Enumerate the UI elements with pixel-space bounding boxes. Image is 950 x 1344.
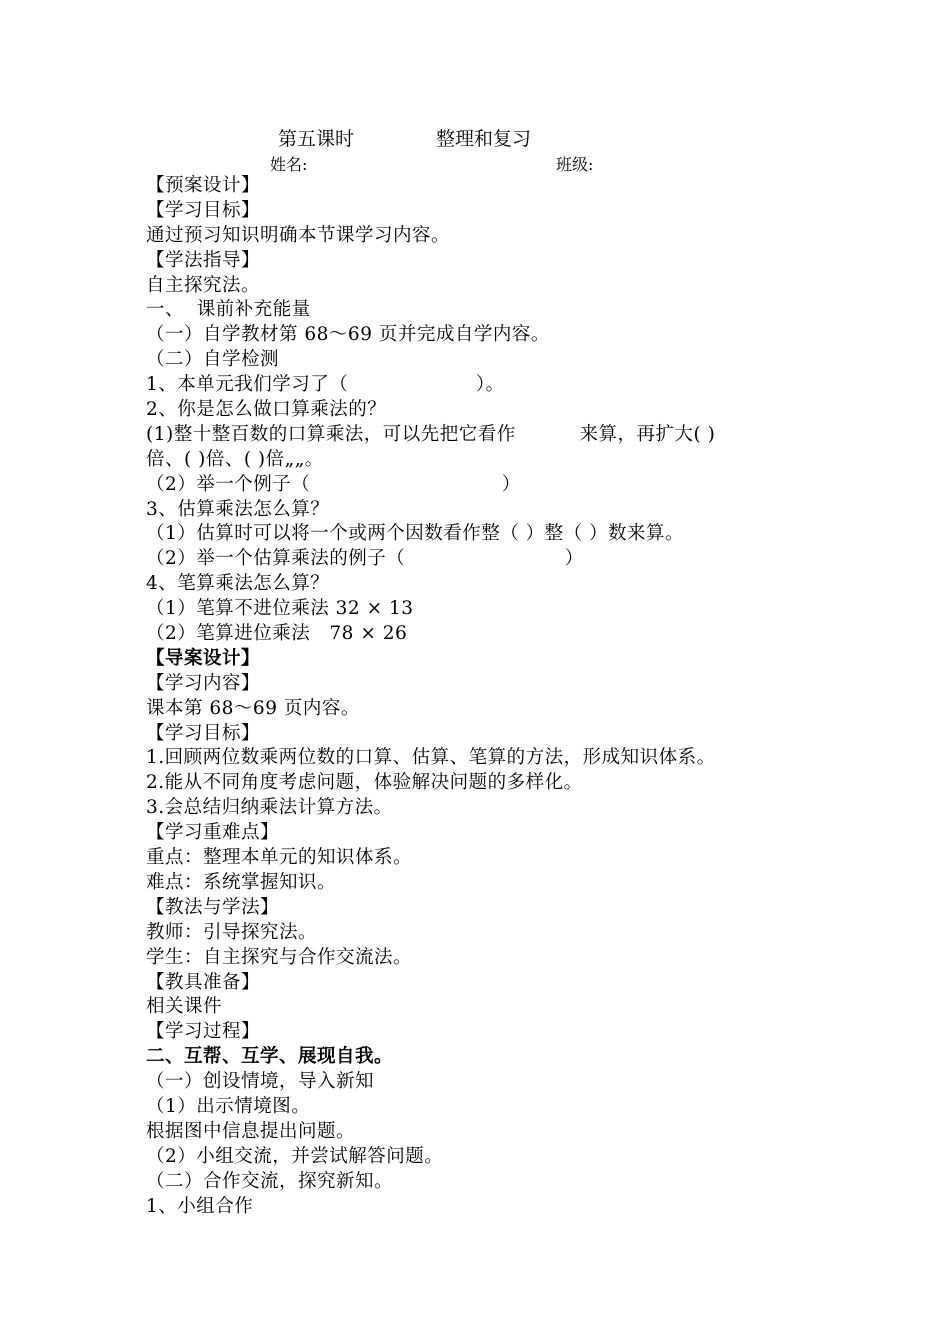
name-label: 姓名:	[270, 155, 308, 174]
text-line: （2）笔算进位乘法 78 × 26	[146, 623, 408, 645]
text-line: （二）合作交流，探究新知。	[146, 1170, 394, 1192]
document-body	[146, 174, 826, 1219]
text-line: （2）举一个例子（ ）	[146, 473, 521, 495]
text-line: 【教法与学法】	[146, 896, 280, 918]
text-line: 1、本单元我们学习了（ ）。	[146, 374, 505, 396]
text-line: 课本第 68～69 页内容。	[146, 697, 360, 719]
text-line: 通过预习知识明确本节课学习内容。	[146, 224, 451, 246]
text-line: 【学习重难点】	[146, 822, 280, 844]
text-line: （二）自学检测	[146, 349, 280, 371]
text-line: 【学习内容】	[146, 672, 261, 694]
text-line: 自主探究法。	[146, 274, 261, 296]
class-label: 班级:	[556, 155, 594, 174]
text-line: 【学习目标】	[146, 199, 261, 221]
text-line: 教师：引导探究法。	[146, 921, 318, 943]
text-line: 相关课件	[146, 996, 223, 1018]
text-line: 难点：系统掌握知识。	[146, 871, 337, 893]
lesson-number: 第五课时	[278, 128, 355, 150]
text-line: (1)整十整百数的口算乘法，可以先把它看作 来算，再扩大( )	[146, 423, 716, 445]
text-line: 根据图中信息提出问题。	[146, 1120, 356, 1142]
text-line: 1、小组合作	[146, 1195, 254, 1217]
text-line: 倍、( )倍、( )倍„„。	[146, 448, 324, 470]
text-line: 【预案设计】	[146, 175, 261, 196]
lesson-topic: 整理和复习	[436, 128, 532, 150]
text-line: 2、你是怎么做口算乘法的？	[146, 399, 387, 421]
text-line: 2.能从不同角度考虑问题，体验解决问题的多样化。	[146, 772, 583, 794]
text-line: 3.会总结归纳乘法计算方法。	[146, 797, 393, 819]
text-line: （一）创设情境，导入新知	[146, 1071, 375, 1093]
text-line: 【学习过程】	[146, 1021, 261, 1043]
text-line: （1）出示情境图。	[146, 1095, 311, 1117]
section-heading: 【导案设计】	[146, 647, 261, 669]
text-line: 4、笔算乘法怎么算？	[146, 573, 330, 595]
name-class-row	[0, 152, 950, 174]
text-line: 重点：整理本单元的知识体系。	[146, 847, 413, 869]
text-line: （2）举一个估算乘法的例子（ ）	[146, 548, 584, 570]
text-line: （1）笔算不进位乘法 32 × 13	[146, 598, 414, 620]
text-line: 学生：自主探究与合作交流法。	[146, 946, 413, 968]
text-line: 【学法指导】	[146, 249, 261, 271]
title-row	[0, 124, 950, 152]
text-line: （1）估算时可以将一个或两个因数看作整（ ）整（ ）数来算。	[146, 523, 685, 545]
text-line: （2）小组交流，并尝试解答问题。	[146, 1145, 444, 1167]
text-line: 一、 课前补充能量	[146, 299, 311, 321]
text-line: （一）自学教材第 68～69 页并完成自学内容。	[146, 324, 550, 346]
text-line: 【学习目标】	[146, 722, 261, 744]
text-line: 【教具准备】	[146, 971, 261, 993]
text-line: 1.回顾两位数乘两位数的口算、估算、笔算的方法，形成知识体系。	[146, 747, 716, 769]
text-line: 3、估算乘法怎么算？	[146, 498, 330, 520]
section-heading: 二、互帮、互学、展现自我。	[146, 1046, 394, 1068]
